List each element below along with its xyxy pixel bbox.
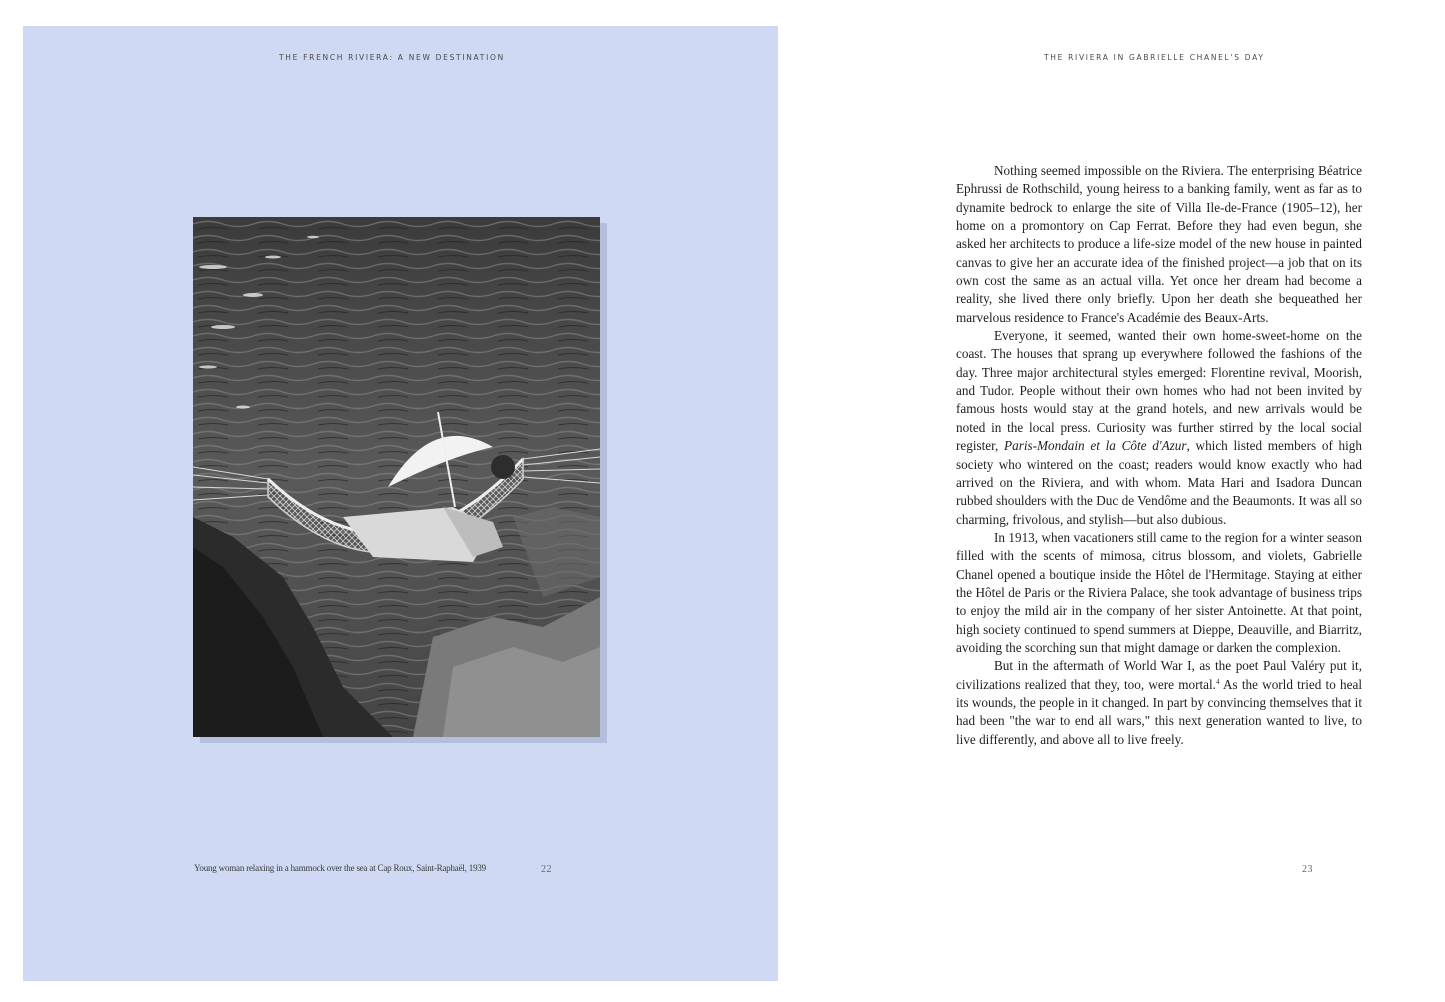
right-page-number: 23: [1302, 864, 1313, 875]
paragraph-3: In 1913, when vacationers still came to the region for a winter season filled with the scents of mimosa, citrus blossom, and violets, Gabrielle Chanel opened a boutique inside the Hôtel de l'Hermitage. Staying at either the Hôtel de Paris or the Riviera Palace, she took advantage of business trips to enjoy the mild air in the company of her sister Antoinette. At that point, high society continued to spend summers at Dieppe, Deauville, and Biarritz, avoiding the scorching sun that might damage or darken the complexion.: [956, 529, 1362, 655]
paragraph-4-text-end: As the world tried to heal its wounds, the people in it changed. In part by convincing themselves that it had been "the war to end all wars," this next generation wanted to live, to live differently, and above all to live freely.: [956, 676, 1362, 747]
right-page: [778, 26, 1445, 981]
footnote-marker: 4: [1215, 677, 1220, 686]
register-title: Paris-Mondain et la Côte d'Azur: [1004, 438, 1187, 454]
paragraph-2: [956, 327, 1362, 529]
paragraph-1: Nothing seemed impossible on the Riviera. The enterprising Béatrice Ephrussi de Rothschild, young heiress to a banking family, went as far as to dynamite bedrock to enlarge the site of Villa Ile-de-France (1905–12), her home on a promontory on Cap Ferrat. Before they had even begun, she asked her architects to produce a life-size model of the new house in painted canvas to give her an accurate idea of the finished project—a job that on its own cost the same as an actual villa. Yet once her dream had become a reality, she lived there only briefly. Upon her death she bequeathed her marvelous residence to France's Académie des Beaux-Arts.: [956, 163, 1362, 325]
right-running-head: THE RIVIERA IN GABRIELLE CHANEL'S DAY: [1044, 53, 1265, 62]
hammock-photo: [193, 217, 600, 737]
paragraph-2-text-end: , which listed members of high society who wintered on the coast; readers would know exactly who had arrived on the Riviera, and with whom. Mata Hari and Isadora Duncan rubbed shoulders with the Duc de Vendôme and the Beaumonts. It was all so charming, frivolous, and stylish—but also dubious.: [956, 438, 1362, 527]
left-running-head: THE FRENCH RIVIERA: A NEW DESTINATION: [279, 53, 505, 62]
paragraph-4-text-start: But in the aftermath of World War I, as the poet Paul Valéry put it, civilizations realized that they, too, were mortal.: [956, 658, 1362, 692]
body-text: [956, 162, 1362, 749]
left-page-number: 22: [541, 864, 552, 875]
paragraph-2-text-start: Everyone, it seemed, wanted their own home-sweet-home on the coast. The houses that sprang up everywhere followed the fashions of the day. Three major architectural styles emerged: Florentine revival, Moorish, and Tudor. People without their own homes who had not been invited by famous hosts would stay at the grand hotels, and new arrivals would be noted in the local press. Curiosity was further stirred by the local social register,: [956, 328, 1362, 454]
left-page: [23, 26, 778, 981]
photo-caption: Young woman relaxing in a hammock over the sea at Cap Roux, Saint-Raphaël, 1939: [194, 863, 486, 873]
paragraph-4: [956, 657, 1362, 749]
